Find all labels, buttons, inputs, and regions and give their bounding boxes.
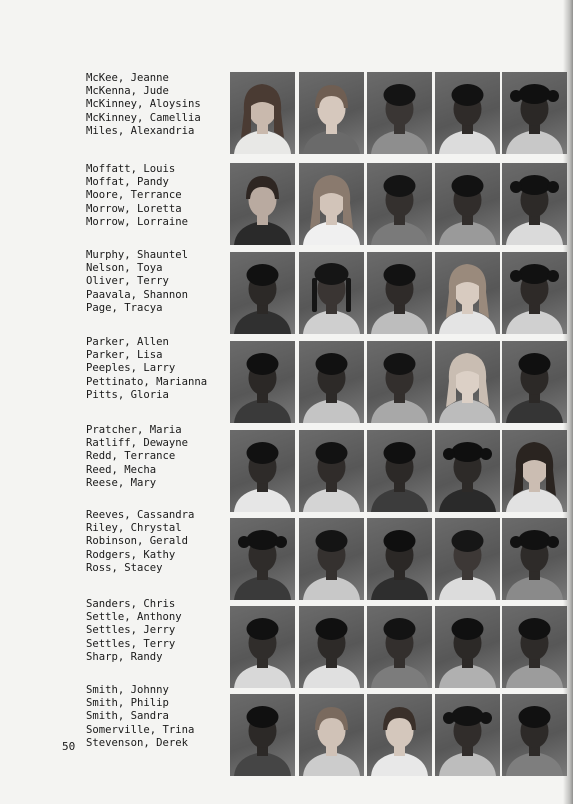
student-portrait [367,252,432,334]
student-portrait [299,163,364,245]
student-name: Parker, Allen [86,336,169,348]
student-portrait [230,163,295,245]
student-name: Morrow, Loretta [86,202,182,215]
student-name: Peeples, Larry [86,362,176,375]
student-name: McKee, Jeanne [86,72,169,84]
student-portrait [299,341,364,423]
student-portrait [230,72,295,154]
photo-row [230,430,564,512]
student-portrait [299,252,364,334]
student-name: Settle, Anthony [86,611,182,624]
student-portrait [435,518,500,600]
photo-row [230,163,564,245]
photo-row [230,606,564,688]
student-name: McKinney, Aloysins [86,98,201,111]
photo-row [230,252,564,334]
student-name: Robinson, Gerald [86,535,189,548]
student-portrait [435,252,500,334]
student-portrait [502,518,567,600]
student-portrait [502,341,567,423]
student-portrait [435,606,500,688]
student-name: Sanders, Chris [86,598,176,610]
student-portrait [435,72,500,154]
student-name: Somerville, Trina [86,723,195,736]
student-name: Settles, Jerry [86,624,176,637]
student-name: Pratcher, Maria [86,424,182,436]
student-portrait [367,518,432,600]
student-name: Settles, Terry [86,637,176,650]
student-portrait [435,694,500,776]
student-name: McKenna, Jude [86,85,169,98]
name-list [86,249,226,315]
student-name: Stevenson, Derek [86,736,189,749]
student-name: Smith, Johnny [86,684,169,696]
student-portrait [367,606,432,688]
name-list [86,336,226,402]
student-name: Moffat, Pandy [86,176,169,189]
student-portrait [502,72,567,154]
name-list [86,598,226,664]
student-name: Miles, Alexandria [86,124,195,137]
name-list [86,72,226,138]
student-portrait [299,606,364,688]
student-name: Ratliff, Dewayne [86,437,189,450]
student-portrait [367,163,432,245]
name-list [86,509,226,575]
student-name: Oliver, Terry [86,275,169,288]
student-portrait [299,430,364,512]
student-portrait [502,606,567,688]
student-portrait [502,430,567,512]
name-list [86,424,226,490]
photo-row [230,341,564,423]
student-portrait [230,606,295,688]
student-portrait [299,72,364,154]
photo-row [230,518,564,600]
student-name: Nelson, Toya [86,262,163,275]
student-name: McKinney, Camellia [86,111,201,124]
student-name: Paavala, Shannon [86,288,189,301]
student-portrait [367,694,432,776]
photo-row [230,694,564,776]
student-name: Redd, Terrance [86,450,176,463]
student-portrait [435,163,500,245]
student-name: Pitts, Gloria [86,388,169,401]
student-name: Ross, Stacey [86,561,163,574]
student-name: Smith, Philip [86,697,169,710]
student-portrait [230,518,295,600]
student-portrait [230,430,295,512]
student-name: Pettinato, Marianna [86,375,208,388]
student-name: Murphy, Shauntel [86,249,189,261]
student-name: Riley, Chrystal [86,522,182,535]
student-portrait [435,430,500,512]
student-portrait [299,694,364,776]
student-portrait [367,72,432,154]
student-name: Reese, Mary [86,476,157,489]
student-name: Smith, Sandra [86,710,169,723]
name-list [86,684,226,750]
student-portrait [502,694,567,776]
student-name: Reeves, Cassandra [86,509,195,521]
student-name: Page, Tracya [86,301,163,314]
student-name: Moore, Terrance [86,189,182,202]
student-name: Morrow, Lorraine [86,215,189,228]
student-portrait [367,341,432,423]
student-portrait [367,430,432,512]
student-name: Moffatt, Louis [86,163,176,175]
student-portrait [502,163,567,245]
name-list [86,163,226,229]
student-portrait [230,341,295,423]
student-name: Sharp, Randy [86,650,163,663]
page-number: 50 [62,740,76,753]
student-name: Reed, Mecha [86,463,157,476]
photo-row [230,72,564,154]
student-name: Rodgers, Kathy [86,548,176,561]
student-portrait [299,518,364,600]
student-portrait [230,252,295,334]
student-portrait [230,694,295,776]
student-name: Parker, Lisa [86,349,163,362]
student-portrait [435,341,500,423]
student-portrait [502,252,567,334]
